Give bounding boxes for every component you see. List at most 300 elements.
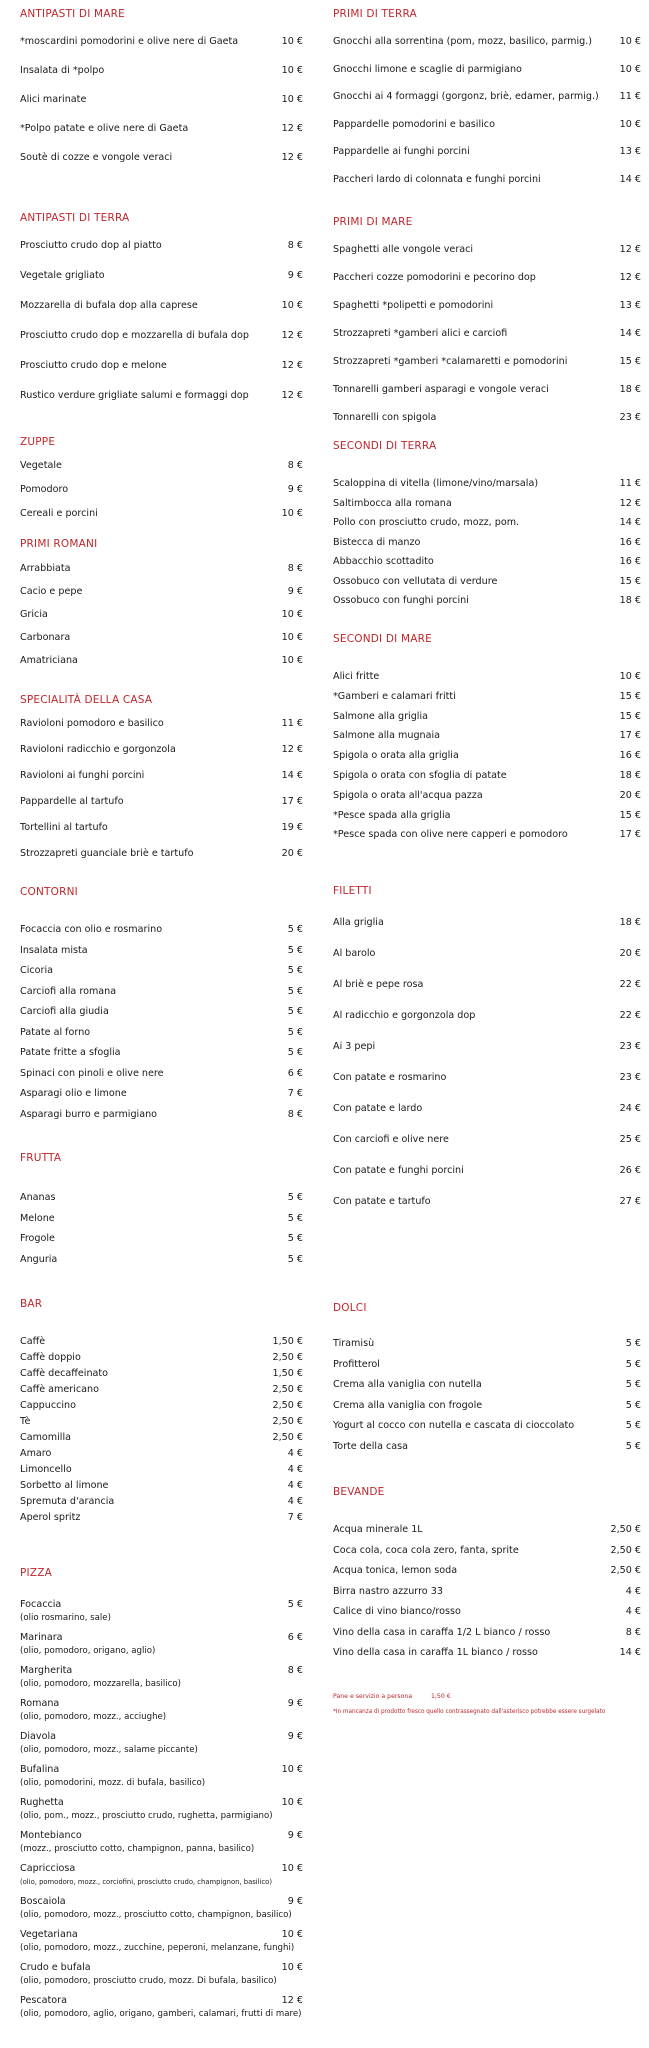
menu-item-price: 10 € bbox=[281, 65, 303, 76]
menu-item bbox=[20, 1384, 303, 1397]
menu-item-price: 5 € bbox=[287, 1192, 303, 1203]
menu-item-name: Salmone alla mugnaia bbox=[333, 730, 441, 742]
menu-item bbox=[20, 1496, 303, 1509]
menu-item bbox=[20, 270, 303, 283]
section-title: SPECIALITÀ DELLA CASA bbox=[20, 694, 153, 706]
menu-item-name: Vegetale bbox=[20, 460, 62, 471]
menu-item bbox=[333, 537, 641, 550]
menu-item bbox=[20, 1254, 303, 1267]
menu-item-name: Torte della casa bbox=[333, 1440, 409, 1452]
menu-item bbox=[333, 328, 641, 341]
menu-item-name: Rustico verdure grigliate salumi e formaggi dop bbox=[20, 390, 249, 401]
menu-item bbox=[20, 1448, 303, 1461]
menu-item bbox=[333, 1524, 641, 1537]
menu-item-name: Ai 3 pepi bbox=[333, 1041, 376, 1052]
menu-item bbox=[333, 356, 641, 369]
menu-item-name: Con patate e funghi porcini bbox=[333, 1165, 464, 1176]
menu-item-name: Gricia bbox=[20, 609, 48, 620]
menu-item-name: Carciofi alla giudia bbox=[20, 1006, 109, 1017]
menu-item-name: Abbacchio scottadito bbox=[333, 556, 434, 567]
menu-item-name: Tonnarelli con spigola bbox=[333, 412, 437, 423]
section-contorni bbox=[20, 886, 303, 1137]
menu-item-price: 2,50 € bbox=[272, 1400, 303, 1411]
menu-item bbox=[20, 632, 303, 645]
menu-item-price: 9 € bbox=[287, 1830, 303, 1841]
menu-item-name: Pomodoro bbox=[20, 484, 69, 495]
menu-item-price: 1,50 € bbox=[272, 1368, 303, 1379]
menu-item-name: Caffè decaffeinato bbox=[20, 1368, 109, 1379]
menu-item-price: 13 € bbox=[619, 146, 641, 157]
section-zuppe bbox=[20, 436, 303, 536]
menu-item-price: 12 € bbox=[281, 152, 303, 163]
menu-item-ingredients: (olio, pomodoro, mozz., zucchine, peperoni, melanzane, funghi) bbox=[20, 1943, 295, 1953]
menu-item bbox=[333, 711, 641, 724]
menu-item-price: 5 € bbox=[625, 1440, 641, 1452]
menu-item-price: 9 € bbox=[287, 484, 303, 495]
menu-item bbox=[333, 272, 641, 285]
menu-item-price: 5 € bbox=[287, 1006, 303, 1017]
menu-item-price: 22 € bbox=[619, 1010, 641, 1021]
menu-item bbox=[333, 384, 641, 397]
menu-item bbox=[333, 174, 641, 187]
menu-item-ingredients: (olio, pomodorini, mozz. di bufala, basilico) bbox=[20, 1778, 206, 1788]
menu-item-name: Cicoria bbox=[20, 965, 53, 976]
menu-item-price: 9 € bbox=[287, 270, 303, 281]
menu-item-price: 9 € bbox=[287, 1731, 303, 1742]
menu-item-name: Marinara bbox=[20, 1632, 63, 1643]
menu-item-price: 6 € bbox=[287, 1632, 303, 1643]
menu-item-price: 23 € bbox=[619, 1072, 641, 1083]
menu-item-name: Pappardelle pomodorini e basilico bbox=[333, 118, 495, 130]
menu-item-name: Al barolo bbox=[333, 948, 376, 959]
menu-item-price: 10 € bbox=[281, 609, 303, 620]
menu-item-name: Profitterol bbox=[333, 1358, 380, 1370]
menu-item-name: Gnocchi ai 4 formaggi (gorgonz, briè, edamer, parmig.) bbox=[333, 91, 599, 102]
menu-item-name: Patate al forno bbox=[20, 1026, 91, 1038]
menu-item bbox=[20, 65, 303, 78]
menu-item-name: Caffè americano bbox=[20, 1384, 99, 1395]
menu-item-name: Al radicchio e gorgonzola dop bbox=[333, 1010, 476, 1021]
menu-item-name: Cereali e porcini bbox=[20, 508, 98, 519]
menu-item-name: Aperol spritz bbox=[20, 1512, 81, 1523]
menu-item-price: 14 € bbox=[619, 173, 641, 185]
menu-item-ingredients: (olio, pomodoro, mozz., corciofini, prosciutto crudo, champignon, basilico) bbox=[20, 1878, 272, 1886]
menu-item-price: 5 € bbox=[287, 1599, 303, 1610]
menu-item-name: Scaloppina di vitella (limone/vino/marsala) bbox=[333, 478, 539, 489]
menu-item bbox=[333, 1441, 641, 1454]
menu-item-name: Spaghetti *polipetti e pomodorini bbox=[333, 300, 494, 311]
menu-item bbox=[20, 1006, 303, 1019]
menu-item-name: Alla griglia bbox=[333, 917, 384, 928]
menu-item-price: 15 € bbox=[619, 710, 641, 722]
menu-item-name: Prosciutto crudo dop e mozzarella di bufala dop bbox=[20, 330, 249, 341]
menu-item-name: Tè bbox=[20, 1416, 31, 1427]
menu-item-price: 11 € bbox=[619, 478, 641, 489]
menu-item bbox=[20, 94, 303, 107]
menu-item-name: Insalata mista bbox=[20, 944, 88, 956]
menu-item bbox=[333, 750, 641, 763]
menu-item-price: 4 € bbox=[625, 1606, 641, 1617]
menu-item bbox=[333, 595, 641, 608]
menu-item-name: Ravioloni ai funghi porcini bbox=[20, 770, 145, 781]
menu-item-ingredients: (olio, pomodoro, mozz., prosciutto cotto, champignon, basilico) bbox=[20, 1910, 292, 1920]
menu-item-name: Prosciutto crudo dop al piatto bbox=[20, 240, 162, 251]
menu-item-price: 12 € bbox=[281, 123, 303, 134]
menu-item bbox=[20, 796, 303, 809]
menu-item-name: Spigola o orata alla griglia bbox=[333, 750, 459, 762]
menu-item-price: 12 € bbox=[281, 1995, 303, 2006]
menu-item-price: 10 € bbox=[281, 632, 303, 643]
menu-item bbox=[333, 1379, 641, 1392]
menu-item-price: 5 € bbox=[287, 1253, 303, 1265]
menu-item-name: Focaccia con olio e rosmarino bbox=[20, 924, 163, 935]
menu-item-price: 6 € bbox=[287, 1067, 303, 1079]
menu-item bbox=[20, 1731, 303, 1757]
menu-item bbox=[333, 1165, 641, 1178]
menu-item bbox=[333, 576, 641, 589]
menu-item-name: Carbonara bbox=[20, 632, 71, 643]
menu-item-price: 10 € bbox=[619, 671, 641, 682]
menu-item-price: 5 € bbox=[287, 965, 303, 976]
menu-item-price: 7 € bbox=[287, 1088, 303, 1099]
menu-item bbox=[20, 1830, 303, 1856]
menu-item bbox=[333, 1420, 641, 1433]
menu-item-name: Pappardelle al tartufo bbox=[20, 796, 124, 807]
menu-item-name: Diavola bbox=[20, 1731, 57, 1742]
menu-item-price: 5 € bbox=[287, 985, 303, 997]
menu-item bbox=[20, 240, 303, 253]
menu-item-price: 18 € bbox=[619, 770, 641, 781]
menu-item bbox=[333, 979, 641, 992]
menu-item-price: 13 € bbox=[619, 300, 641, 311]
menu-item-price: 10 € bbox=[619, 118, 641, 130]
menu-item-price: 14 € bbox=[281, 770, 303, 781]
menu-item bbox=[20, 1068, 303, 1081]
menu-item bbox=[333, 790, 641, 803]
menu-item-price: 8 € bbox=[625, 1626, 641, 1638]
menu-item-price: 9 € bbox=[287, 1698, 303, 1709]
menu-item bbox=[333, 1565, 641, 1578]
menu-item bbox=[333, 556, 641, 569]
menu-item-price: 5 € bbox=[625, 1358, 641, 1370]
menu-item-price: 12 € bbox=[619, 244, 641, 255]
menu-item-price: 11 € bbox=[281, 718, 303, 729]
menu-item-name: Capricciosa bbox=[20, 1863, 76, 1874]
menu-item bbox=[20, 1047, 303, 1060]
menu-item bbox=[20, 1336, 303, 1349]
menu-item-price: 18 € bbox=[619, 917, 641, 928]
menu-item-price: 8 € bbox=[287, 240, 303, 251]
menu-item bbox=[20, 360, 303, 373]
menu-item-price: 4 € bbox=[625, 1585, 641, 1597]
menu-item-price: 23 € bbox=[619, 1041, 641, 1052]
bread-service-label: Pane e servizio a persona bbox=[333, 1693, 413, 1700]
menu-item-name: *Gamberi e calamari fritti bbox=[333, 690, 456, 702]
menu-item-name: Yogurt al cocco con nutella e cascata di cioccolato bbox=[333, 1420, 575, 1431]
menu-item-name: Salmone alla griglia bbox=[333, 710, 429, 722]
menu-item-name: Prosciutto crudo dop e melone bbox=[20, 360, 167, 371]
menu-item bbox=[20, 1088, 303, 1101]
menu-item bbox=[20, 1764, 303, 1790]
menu-item-price: 2,50 € bbox=[610, 1544, 641, 1556]
menu-item-name: Arrabbiata bbox=[20, 563, 71, 574]
menu-item bbox=[333, 770, 641, 783]
menu-item-name: *moscardini pomodorini e olive nere di Gaeta bbox=[20, 36, 239, 47]
section-title: ANTIPASTI DI MARE bbox=[20, 8, 125, 20]
menu-item bbox=[20, 300, 303, 313]
menu-item-price: 2,50 € bbox=[272, 1416, 303, 1427]
menu-item-price: 24 € bbox=[619, 1103, 641, 1114]
menu-item-price: 7 € bbox=[287, 1512, 303, 1523]
menu-item-price: 5 € bbox=[625, 1338, 641, 1349]
menu-item-price: 18 € bbox=[619, 595, 641, 606]
menu-item-price: 10 € bbox=[281, 1797, 303, 1808]
menu-item-name: Con patate e rosmarino bbox=[333, 1072, 447, 1083]
menu-item bbox=[20, 718, 303, 731]
menu-item-price: 12 € bbox=[281, 390, 303, 401]
menu-item-price: 10 € bbox=[281, 1929, 303, 1940]
menu-item-name: Pappardelle ai funghi porcini bbox=[333, 146, 470, 157]
menu-item-name: Insalata di *polpo bbox=[20, 65, 105, 76]
menu-item bbox=[20, 1896, 303, 1922]
section-frutta bbox=[20, 1152, 303, 1282]
section-specialita-della-casa bbox=[20, 694, 303, 876]
menu-item-price: 9 € bbox=[287, 586, 303, 597]
menu-item-price: 8 € bbox=[287, 1665, 303, 1676]
menu-item bbox=[20, 609, 303, 622]
menu-item bbox=[20, 848, 303, 861]
menu-item bbox=[333, 1359, 641, 1372]
menu-item-price: 16 € bbox=[619, 536, 641, 548]
menu-item bbox=[333, 64, 641, 77]
menu-item bbox=[20, 1213, 303, 1226]
menu-item bbox=[333, 1010, 641, 1023]
menu-item-price: 5 € bbox=[287, 1026, 303, 1038]
menu-item bbox=[333, 810, 641, 823]
menu-item-price: 18 € bbox=[619, 384, 641, 395]
menu-item-ingredients: (mozz., prosciutto cotto, champignon, panna, basilico) bbox=[20, 1844, 255, 1854]
menu-item-name: Paccheri lardo di colonnata e funghi porcini bbox=[333, 173, 541, 185]
menu-item-name: Focaccia bbox=[20, 1599, 62, 1610]
menu-item-name: Crema alla vaniglia con frogole bbox=[333, 1399, 483, 1411]
menu-item-ingredients: (olio, pomodoro, mozz., acciughe) bbox=[20, 1712, 167, 1722]
menu-item-ingredients: (olio, pom., mozz., prosciutto crudo, rughetta, parmigiano) bbox=[20, 1811, 273, 1821]
menu-item-price: 8 € bbox=[287, 1108, 303, 1120]
menu-item-price: 15 € bbox=[619, 809, 641, 821]
menu-item-name: Ravioloni radicchio e gorgonzola bbox=[20, 744, 176, 755]
menu-item-name: Sorbetto al limone bbox=[20, 1480, 109, 1491]
menu-item bbox=[20, 945, 303, 958]
menu-item-price: 23 € bbox=[619, 412, 641, 423]
menu-item-price: 20 € bbox=[619, 948, 641, 959]
menu-item bbox=[20, 508, 303, 521]
menu-item-price: 20 € bbox=[619, 789, 641, 801]
menu-item-name: Ossobuco con vellutata di verdure bbox=[333, 575, 498, 587]
section-bar bbox=[20, 1298, 303, 1540]
menu-item-name: Limoncello bbox=[20, 1464, 72, 1475]
menu-item bbox=[333, 829, 641, 842]
menu-item-price: 10 € bbox=[281, 508, 303, 519]
menu-item bbox=[20, 1400, 303, 1413]
menu-item-name: Acqua minerale 1L bbox=[333, 1524, 423, 1535]
menu-item-price: 26 € bbox=[619, 1165, 641, 1176]
menu-item-name: Ossobuco con funghi porcini bbox=[333, 595, 469, 606]
menu-item-name: Frogole bbox=[20, 1233, 55, 1244]
menu-item bbox=[20, 586, 303, 599]
menu-item-name: Ananas bbox=[20, 1192, 56, 1203]
menu-item-name: Caffè doppio bbox=[20, 1352, 81, 1363]
menu-item bbox=[20, 563, 303, 576]
menu-item bbox=[20, 1368, 303, 1381]
menu-item-name: Ravioloni pomodoro e basilico bbox=[20, 718, 164, 729]
menu-item-name: Romana bbox=[20, 1698, 60, 1709]
menu-item-name: Strozzapreti *gamberi alici e carciofi bbox=[333, 328, 508, 339]
menu-item-price: 16 € bbox=[619, 556, 641, 567]
menu-item-name: Tiramisù bbox=[333, 1338, 375, 1349]
menu-item bbox=[333, 917, 641, 930]
menu-item-name: Pollo con prosciutto crudo, mozz, pom. bbox=[333, 517, 520, 528]
menu-item-name: Montebianco bbox=[20, 1830, 82, 1841]
menu-item bbox=[333, 1072, 641, 1085]
menu-item bbox=[333, 498, 641, 511]
menu-item-price: 10 € bbox=[281, 94, 303, 105]
menu-item-price: 12 € bbox=[281, 330, 303, 341]
menu-item bbox=[333, 730, 641, 743]
section-title: PRIMI DI MARE bbox=[333, 216, 413, 228]
menu-item-price: 27 € bbox=[619, 1196, 641, 1207]
menu-item bbox=[20, 1432, 303, 1445]
menu-item bbox=[333, 1586, 641, 1599]
menu-item bbox=[20, 986, 303, 999]
section-title: PRIMI DI TERRA bbox=[333, 8, 417, 20]
menu-item-price: 10 € bbox=[281, 36, 303, 47]
menu-item-price: 22 € bbox=[619, 979, 641, 990]
menu-item-price: 5 € bbox=[625, 1379, 641, 1390]
menu-item-name: Pescatora bbox=[20, 1995, 67, 2006]
menu-item-name: Margherita bbox=[20, 1665, 73, 1676]
section-dolci bbox=[333, 1302, 641, 1469]
menu-item-name: Cappuccino bbox=[20, 1400, 77, 1411]
menu-item-price: 25 € bbox=[619, 1134, 641, 1145]
menu-item-price: 2,50 € bbox=[610, 1565, 641, 1576]
menu-item-name: Bufalina bbox=[20, 1764, 60, 1775]
menu-item-price: 2,50 € bbox=[610, 1524, 641, 1535]
section-title: PRIMI ROMANI bbox=[20, 538, 98, 550]
menu-item-price: 20 € bbox=[281, 848, 303, 859]
menu-item bbox=[20, 1599, 303, 1625]
menu-item-price: 5 € bbox=[625, 1399, 641, 1411]
menu-item bbox=[20, 1929, 303, 1955]
menu-item-ingredients: (olio, pomodoro, aglio, origano, gamberi, calamari, frutti di mare) bbox=[20, 2009, 302, 2019]
menu-item-price: 10 € bbox=[281, 1863, 303, 1874]
menu-item bbox=[333, 691, 641, 704]
menu-item-name: Gnocchi alla sorrentina (pom, mozz, basilico, parmig.) bbox=[333, 36, 593, 47]
section-title: FRUTTA bbox=[20, 1152, 62, 1164]
menu-item-name: Con patate e tartufo bbox=[333, 1196, 431, 1207]
menu-item-price: 15 € bbox=[619, 690, 641, 702]
menu-item bbox=[20, 123, 303, 136]
menu-item bbox=[333, 1196, 641, 1209]
menu-item-price: 10 € bbox=[281, 300, 303, 311]
section-primi-di-terra bbox=[333, 8, 641, 202]
menu-item-name: Cacio e pepe bbox=[20, 586, 83, 597]
menu-item-name: Bistecca di manzo bbox=[333, 536, 421, 548]
menu-item-name: Strozzapreti guanciale briè e tartufo bbox=[20, 848, 194, 859]
menu-item bbox=[20, 152, 303, 165]
section-title: ANTIPASTI DI TERRA bbox=[20, 212, 130, 224]
menu-item bbox=[20, 655, 303, 668]
menu-item bbox=[20, 1698, 303, 1724]
menu-item-ingredients: (olio, pomodoro, prosciutto crudo, mozz. Di bufala, basilico) bbox=[20, 1976, 277, 1986]
menu-item-price: 1,50 € bbox=[272, 1336, 303, 1347]
menu-item-name: Con carciofi e olive nere bbox=[333, 1134, 449, 1145]
menu-item-price: 10 € bbox=[281, 1962, 303, 1973]
menu-item-price: 2,50 € bbox=[272, 1384, 303, 1395]
menu-item bbox=[20, 1995, 303, 2021]
menu-item bbox=[20, 1480, 303, 1493]
menu-item bbox=[20, 1352, 303, 1365]
menu-item-price: 10 € bbox=[619, 36, 641, 47]
menu-item bbox=[333, 36, 641, 49]
section-title: FILETTI bbox=[333, 885, 372, 897]
menu-item-name: Anguria bbox=[20, 1253, 58, 1265]
menu-item bbox=[333, 948, 641, 961]
menu-item-name: Crudo e bufala bbox=[20, 1962, 91, 1973]
section-filetti bbox=[333, 885, 641, 1224]
menu-item-name: Amatriciana bbox=[20, 655, 78, 666]
menu-item bbox=[20, 330, 303, 343]
menu-item-ingredients: (olio rosmarino, sale) bbox=[20, 1613, 111, 1623]
menu-item-name: Tortellini al tartufo bbox=[20, 822, 108, 833]
menu-item bbox=[20, 1192, 303, 1205]
menu-item bbox=[20, 822, 303, 835]
menu-item-name: Caffè bbox=[20, 1336, 46, 1347]
menu-item-price: 12 € bbox=[281, 744, 303, 755]
menu-item bbox=[20, 1027, 303, 1040]
menu-item-name: Vegetariana bbox=[20, 1929, 78, 1940]
menu-item-price: 2,50 € bbox=[272, 1432, 303, 1443]
menu-item-price: 12 € bbox=[619, 497, 641, 509]
menu-item-name: Spigola o orata con sfoglia di patate bbox=[333, 770, 507, 781]
menu-item-price: 15 € bbox=[619, 356, 641, 367]
menu-item-price: 4 € bbox=[287, 1496, 303, 1507]
menu-item-name: Strozzapreti *gamberi *calamaretti e pomodorini bbox=[333, 356, 568, 367]
menu-item-name: Amaro bbox=[20, 1448, 52, 1459]
menu-item-name: Spaghetti alle vongole veraci bbox=[333, 244, 474, 255]
menu-item bbox=[333, 1647, 641, 1660]
menu-item-name: Carciofi alla romana bbox=[20, 985, 117, 997]
menu-item-name: Crema alla vaniglia con nutella bbox=[333, 1379, 482, 1390]
menu-item-price: 15 € bbox=[619, 575, 641, 587]
menu-item-ingredients: (olio, pomodoro, origano, aglio) bbox=[20, 1646, 156, 1656]
menu-item bbox=[333, 1545, 641, 1558]
menu-item bbox=[333, 1400, 641, 1413]
menu-item-name: Gnocchi limone e scaglie di parmigiano bbox=[333, 63, 522, 75]
menu-item-name: Melone bbox=[20, 1212, 55, 1224]
menu-item bbox=[20, 484, 303, 497]
section-bevande bbox=[333, 1486, 641, 1675]
menu-item bbox=[333, 146, 641, 159]
menu-item-name: Mozzarella di bufala dop alla caprese bbox=[20, 300, 198, 311]
menu-item-price: 11 € bbox=[619, 91, 641, 102]
menu-item-name: Spinaci con pinoli e olive nere bbox=[20, 1067, 164, 1079]
menu-item-name: Al briè e pepe rosa bbox=[333, 979, 424, 990]
menu-item-price: 12 € bbox=[281, 360, 303, 371]
menu-item-price: 10 € bbox=[281, 655, 303, 666]
menu-item bbox=[20, 1632, 303, 1658]
section-secondi-di-mare bbox=[333, 633, 641, 857]
menu-item-name: *Polpo patate e olive nere di Gaeta bbox=[20, 123, 189, 134]
